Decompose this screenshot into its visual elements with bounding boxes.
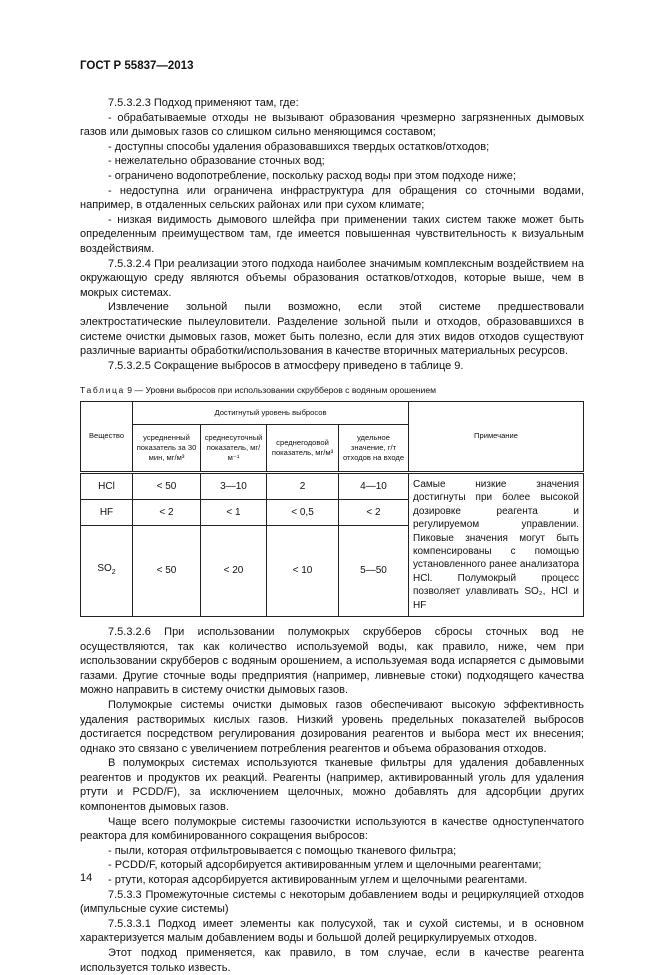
paragraph: - низкая видимость дымового шлейфа при применении таких систем также может быть определенным преимуществом там, где имеется повышенная чувствительность к визуальным воздействиям. — [80, 213, 584, 255]
paragraph: Этот подход применяется, как правило, в том случае, если в качестве реагента используется только известь. — [80, 947, 584, 974]
cell: < 50 — [133, 526, 201, 617]
col-header: среднегодовой показатель, мг/м³ — [267, 424, 339, 472]
paragraph: 7.5.3.2.4 При реализации этого подхода наиболее значимым комплексным воздействием на окружающую среду являются объемы образования остатков/отходов, которые выше, чем в мокрых системах. — [80, 257, 584, 299]
paragraph: 7.5.3.2.5 Сокращение выбросов в атмосферу приведено в таблице 9. — [108, 359, 464, 372]
paragraph: Чаще всего полумокрые системы газоочистки используются в качестве одноступенчатого реактора для комбинированного сокращения выбросов: — [80, 815, 584, 843]
paragraph: 7.5.3.2.3 Подход применяют там, где: — [108, 97, 299, 109]
cell: 4—10 — [339, 472, 409, 499]
table-caption: Таблица 9 — Уровни выбросов при использовании скрубберов с водяным орошением — [80, 385, 437, 396]
paragraph: 7.5.3.3.1 Подход имеет элементы как полусухой, так и сухой системы, и в основном характеризуется малым добавлением воды и большой долей рециркулируемых отходов. — [80, 917, 584, 945]
paragraph: - ртути, которая адсорбируется активированным углем и щелочными реагентами. — [108, 874, 528, 887]
cell: < 2 — [133, 500, 201, 526]
cell-substance: HCl — [81, 472, 133, 499]
paragraph: - пыли, которая отфильтровывается с помощью тканевого фильтра; — [108, 844, 457, 857]
cell: < 2 — [339, 500, 409, 526]
paragraph: 7.5.3.2.6 При использовании полумокрых скрубберов сбросы сточных вод не осуществляются, так как количество используемой воды, как правило, ниже, чем при использовании скрубберов с водяным орошением, а используемая вода испаряется с дымовыми газами. Другие сточные воды предприятия (например, ливневые стоки) подходящего качества можно направить в систему очистки дымовых газов. — [80, 625, 584, 697]
paragraph: Полумокрые системы очистки дымовых газов обеспечивают высокую эффективность удаления растворимых кислых газов. Низкий уровень предельных показателей выбросов достигается посредством регулирования дозирования реагентов и выбора мест их внесения; однако это связано с увеличением потребления реагентов и объема образования отходов. — [80, 698, 584, 755]
paragraph: - обрабатываемые отходы не вызывают образования чрезмерно загрязненных дымовых газов или дымовых газов со слишком сильно меняющимся составом; — [80, 111, 584, 139]
paragraph: - ограничено водопотребление, поскольку расход воды при этом подходе ниже; — [108, 169, 516, 182]
paragraph: - нежелательно образование сточных вод; — [108, 155, 325, 168]
cell-note: Самые низкие значения достигнуты при более высокой дозировке реагента и регулируемом управлении. Пиковые значения могут быть компенсированы с помощью установленного ранее анализатора HCl. Полумокрый процесс позволяет улавливать SO₂, HCl и HF — [409, 472, 584, 616]
cell: < 0,5 — [267, 500, 339, 526]
substance-formula: SO — [97, 563, 112, 575]
document-body — [80, 96, 584, 975]
col-note: Примечание — [409, 401, 584, 472]
cell: 3—10 — [201, 472, 267, 499]
group-header: Достигнутый уровень выбросов — [133, 401, 409, 424]
paragraph: Извлечение зольной пыли возможно, если этой системе предшествовали электростатические пылеуловители. Разделение зольной пыли и отходов, образовавшихся в системе очистки дымовых газов, может быть полезно, если для этих видов отходов существуют различные варианты обработки/использования в качестве вторичных материальных ресурсов. — [80, 301, 584, 358]
document-header: ГОСТ Р 55837—2013 — [80, 60, 194, 72]
page-number: 14 — [80, 872, 93, 884]
cell: < 1 — [201, 500, 267, 526]
col-header: усредненный показатель за 30 мин, мг/м³ — [133, 424, 201, 472]
cell-substance: HF — [81, 500, 133, 526]
paragraphs-after-table — [80, 625, 584, 975]
paragraph: - недоступна или ограничена инфраструктура для обращения со сточными водами, например, в отдаленных сельских районах или при сухом климате; — [80, 184, 584, 212]
paragraphs-before-table — [80, 96, 584, 373]
cell: < 50 — [133, 472, 201, 499]
paragraph: 7.5.3.3 Промежуточные системы с некоторым добавлением воды и рециркуляцией отходов (импульсные сухие системы) — [80, 888, 584, 916]
cell: 5—50 — [339, 526, 409, 617]
paragraph: - доступны способы удаления образовавшихся твердых остатков/отходов; — [108, 140, 490, 153]
subscript: 2 — [111, 569, 116, 577]
table-row — [81, 472, 584, 499]
cell: < 10 — [267, 526, 339, 617]
emissions-table — [80, 401, 584, 617]
col-header: среднесуточный показатель, мг/м⁻¹ — [201, 424, 267, 472]
col-header: удельное значение, г/т отходов на входе — [339, 424, 409, 472]
paragraph: В полумокрых системах используются тканевые фильтры для удаления добавленных реагентов и продуктов их реакций. Реагенты (например, активированный уголь для удаления ртути и PCDD/F), за исключением щелочных, можно добавлять для адсорбции других компонентов дымовых газов. — [80, 757, 584, 814]
cell: 2 — [267, 472, 339, 499]
cell-substance — [81, 526, 133, 617]
col-substance: Вещество — [81, 401, 133, 472]
cell: < 20 — [201, 526, 267, 617]
paragraph: - PCDD/F, который адсорбируется активированным углем и щелочными реагентами; — [108, 859, 542, 872]
